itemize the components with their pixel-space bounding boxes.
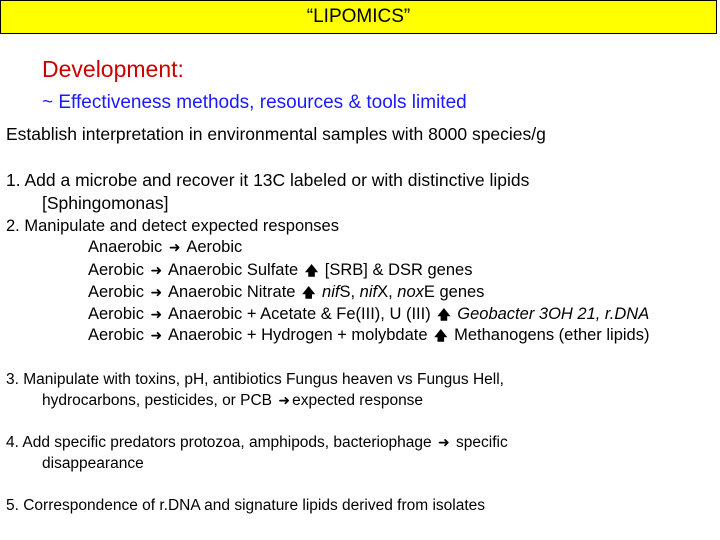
row-text: Aerobic xyxy=(88,283,144,301)
section-subheading: ~ Effectiveness methods, resources & tools limited xyxy=(42,92,467,113)
row-text: Anaerobic + Hydrogen + molybdate xyxy=(167,326,428,344)
title-bar xyxy=(0,0,717,34)
row-text: Aerobic xyxy=(88,261,144,279)
arrow-up-icon: 🡅 xyxy=(434,329,448,344)
item-4-line-2: disappearance xyxy=(42,455,144,472)
item-2-row-5 xyxy=(88,326,649,349)
item-4-line-1 xyxy=(6,434,508,452)
row-text: Anaerobic Sulfate xyxy=(167,261,299,279)
arrow-up-icon: 🡅 xyxy=(304,264,319,279)
arrow-right-icon: ➜ xyxy=(150,263,163,279)
row-text: X, xyxy=(377,283,398,301)
row-text: Anaerobic Nitrate xyxy=(167,283,296,301)
arrow-up-icon: 🡅 xyxy=(437,308,451,323)
row-text: hydrocarbons, pesticides, or PCB xyxy=(42,392,273,409)
item-2-row-3 xyxy=(88,283,484,306)
gene-italic: nif xyxy=(322,283,340,301)
arrow-up-icon: 🡅 xyxy=(302,286,316,301)
geobacter-italic: Geobacter 3OH 21, r.DNA xyxy=(457,305,650,323)
gene-italic: nox xyxy=(397,283,424,301)
arrow-right-icon: ➜ xyxy=(150,328,163,344)
item-1-line-2: [Sphingomonas] xyxy=(42,193,169,213)
item-2-row-1 xyxy=(88,238,242,257)
item-5: 5. Correspondence of r.DNA and signature lipids derived from isolates xyxy=(6,497,486,514)
row-text: expected response xyxy=(292,392,424,409)
row-text: Aerobic xyxy=(186,238,243,256)
arrow-right-icon: ➜ xyxy=(150,285,163,301)
item-2-row-2 xyxy=(88,261,472,284)
item-3-line-1: 3. Manipulate with toxins, pH, antibiotics Fungus heaven vs Fungus Hell, xyxy=(6,371,504,388)
row-text: Aerobic xyxy=(88,326,144,344)
intro-text: Establish interpretation in environmental samples with 8000 species/g xyxy=(6,124,546,144)
section-heading: Development: xyxy=(42,56,184,82)
row-text: S, xyxy=(339,283,360,301)
arrow-right-icon: ➜ xyxy=(437,435,450,451)
row-text: Anaerobic + Acetate & Fe(III), U (III) xyxy=(167,305,431,323)
row-text: Methanogens (ether lipids) xyxy=(454,326,650,344)
row-text: Aerobic xyxy=(88,305,144,323)
gene-italic: nif xyxy=(359,283,378,301)
row-text: E genes xyxy=(423,283,485,301)
item-2-heading: 2. Manipulate and detect expected responses xyxy=(6,217,339,235)
row-text: [SRB] & DSR genes xyxy=(324,261,473,279)
slide-title: “LIPOMICS” xyxy=(306,6,411,27)
arrow-right-icon: ➜ xyxy=(278,393,291,409)
row-text: Anaerobic xyxy=(88,238,163,256)
arrow-right-icon: ➜ xyxy=(150,307,163,323)
item-3-line-2 xyxy=(42,392,423,410)
row-text: 4. Add specific predators protozoa, amphipods, bacteriophage xyxy=(6,434,432,451)
item-2-row-4 xyxy=(88,305,649,328)
row-text: specific xyxy=(456,434,508,451)
arrow-right-icon: ➜ xyxy=(168,240,181,256)
item-1-line-1: 1. Add a microbe and recover it 13C labeled or with distinctive lipids xyxy=(6,170,530,190)
